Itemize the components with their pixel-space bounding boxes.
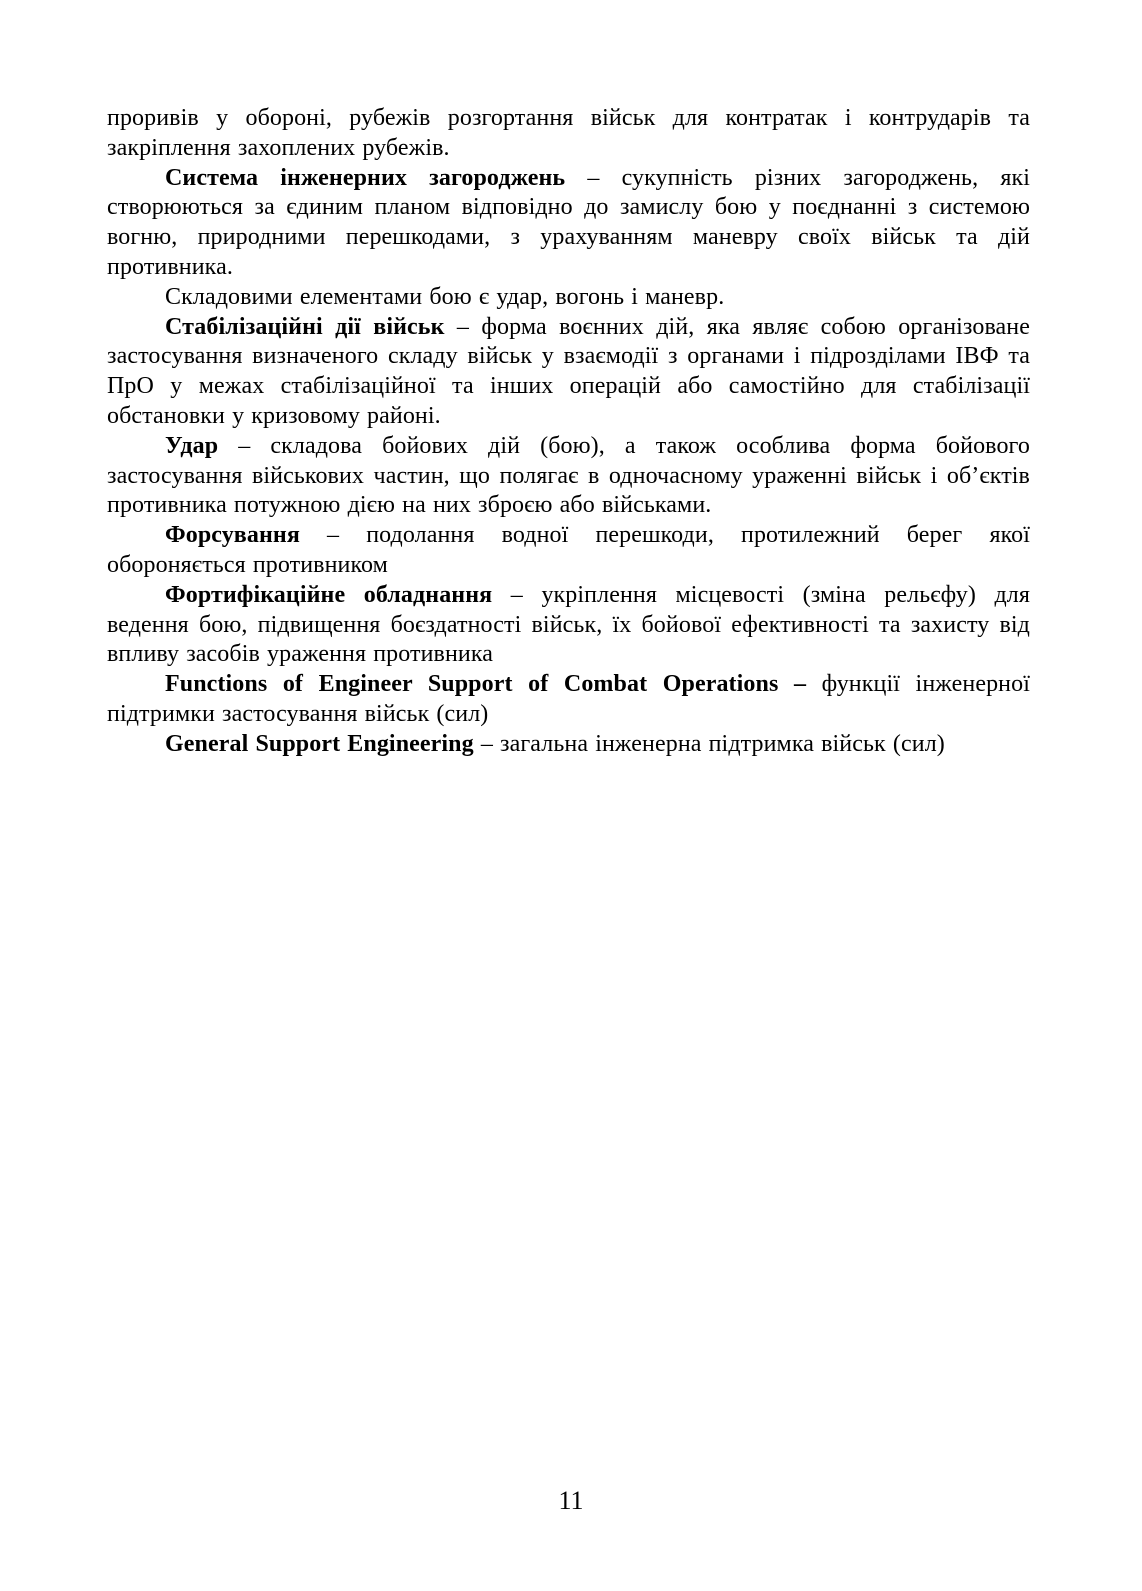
body-text: – форма воєнних дій, яка являє собою організоване застосування визначеного складу військ у взаємодії з органами і підрозділами ІВФ та ПрО у межах стабілізаційної та інших операцій або самостійно для стабілізації обстановки у кризовому районі. [107,313,1031,429]
text-block [107,104,1030,760]
term-bold: Functions of Engineer Support of Combat Operations – [165,671,807,698]
body-text: – складова бойових дій (бою), а також особлива форма бойового застосування військових частин, що полягає в одночасному ураженні військ і об’єктів противника потужною дією на них зброєю або військами. [107,432,1030,519]
term-bold: Система інженерних загороджень [165,164,566,191]
paragraph [107,581,1030,670]
term-bold: Стабілізаційні дії військ [165,313,445,340]
body-text: проривів у обороні, рубежів розгортання військ для контратак і контрударів та закріплення захоплених рубежів. [107,105,1030,161]
paragraph [107,670,1030,730]
page-number: 11 [558,1486,584,1515]
body-text: Складовими елементами бою є удар, вогонь і маневр. [165,283,725,310]
body-text: – укріплення місцевості (зміна рельєфу) для ведення бою, підвищення боєздатності військ, їх бойової ефективності та захисту від впливу засобів ураження противника [107,581,1030,668]
body-text: – подолання водної перешкоди, протилежний берег якої обороняється противником [107,522,1030,578]
paragraph [107,521,1030,581]
paragraph [107,313,1030,432]
body-text: функції інженерної підтримки застосування військ (сил) [107,671,1030,727]
term-bold: Фортифікаційне обладнання [165,581,493,608]
body-text: – загальна інженерна підтримка військ (сил) [473,730,945,757]
paragraph [107,283,1030,313]
paragraph [107,730,1030,760]
body-text: – сукупність різних загороджень, які створюються за єдиним планом відповідно до замислу бою у поєднанні з системою вогню, природними перешкодами, з урахуванням маневру своїх військ та дій противника. [107,164,1031,280]
term-bold: Удар [165,432,219,459]
paragraph [107,104,1030,164]
term-bold: General Support Engineering [165,730,474,757]
term-bold: Форсування [165,522,300,549]
paragraph [107,432,1030,521]
paragraph [107,164,1030,283]
